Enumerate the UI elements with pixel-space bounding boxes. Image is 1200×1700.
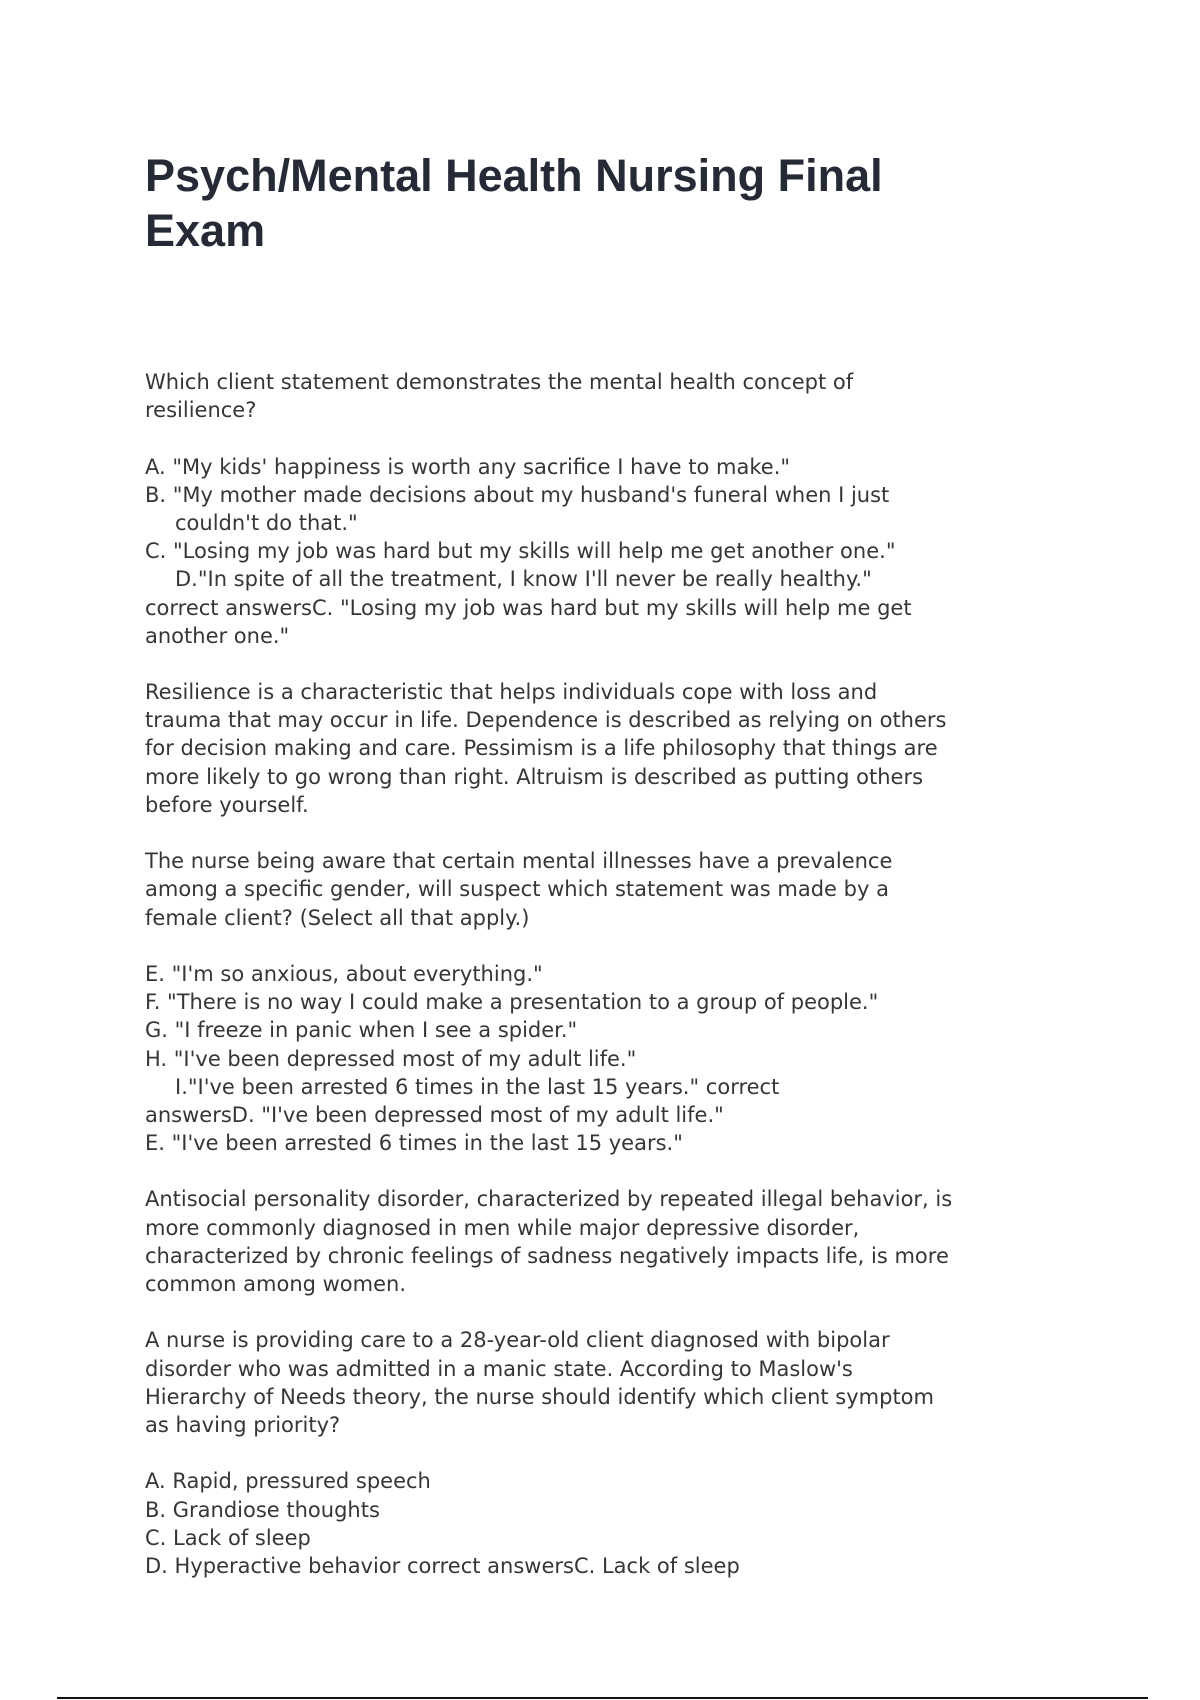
- document-title: [145, 148, 1045, 258]
- text-line: G. "I freeze in panic when I see a spider.": [145, 1018, 578, 1043]
- text-line: resilience?: [145, 398, 257, 423]
- text-line: another one.": [145, 623, 290, 648]
- text-line: A nurse is providing care to a 28-year-old client diagnosed with bipolar: [145, 1328, 890, 1353]
- blank-line: [145, 932, 1105, 960]
- paragraph: [145, 368, 1105, 453]
- text-line: Resilience is a characteristic that helps individuals cope with loss and: [145, 680, 878, 705]
- text-line: A. Rapid, pressured speech: [145, 1469, 431, 1494]
- blank-line: [145, 1439, 1105, 1467]
- text-line: E. "I'm so anxious, about everything.": [145, 961, 543, 986]
- text-line: disorder who was admitted in a manic state. According to Maslow's: [145, 1356, 853, 1381]
- text-line: before yourself.: [145, 792, 309, 817]
- text-line: trauma that may occur in life. Dependence is described as relying on others: [145, 708, 947, 733]
- text-line: for decision making and care. Pessimism is a life philosophy that things are: [145, 736, 938, 761]
- text-line: more likely to go wrong than right. Altruism is described as putting others: [145, 764, 924, 789]
- text-line: among a specific gender, will suspect which statement was made by a: [145, 877, 889, 902]
- text-line: Which client statement demonstrates the mental health concept of: [145, 370, 854, 394]
- paragraph: [145, 847, 1105, 960]
- text-line: I."I've been arrested 6 times in the last 15 years." correct: [175, 1074, 780, 1099]
- blank-line: [145, 819, 1105, 847]
- paragraph: [145, 1467, 1105, 1580]
- text-line: H. "I've been depressed most of my adult life.": [145, 1046, 637, 1071]
- title-line: Psych/Mental Health Nursing Final: [145, 150, 883, 201]
- page-divider: [57, 1697, 1148, 1699]
- blank-line: [145, 424, 1105, 452]
- text-line: Hierarchy of Needs theory, the nurse should identify which client symptom: [145, 1384, 934, 1409]
- text-line: C. Lack of sleep: [145, 1525, 311, 1550]
- text-line: C. "Losing my job was hard but my skills will help me get another one.": [145, 539, 896, 564]
- text-line: common among women.: [145, 1272, 407, 1296]
- text-line: A. "My kids' happiness is worth any sacrifice I have to make.": [145, 454, 791, 479]
- text-line: couldn't do that.": [175, 510, 358, 535]
- paragraph: [145, 1326, 1105, 1467]
- paragraph: [145, 678, 1105, 847]
- text-line: more commonly diagnosed in men while major depressive disorder,: [145, 1215, 860, 1240]
- document-body: [145, 368, 1105, 1580]
- paragraph: [145, 453, 1105, 679]
- paragraph: [145, 1185, 1105, 1326]
- blank-line: [145, 1298, 1105, 1326]
- text-line: B. "My mother made decisions about my husband's funeral when I just: [145, 482, 890, 507]
- text-line: E. "I've been arrested 6 times in the last 15 years.": [145, 1131, 683, 1156]
- text-line: female client? (Select all that apply.): [145, 905, 530, 930]
- text-line: characterized by chronic feelings of sadness negatively impacts life, is more: [145, 1243, 949, 1268]
- text-line: The nurse being aware that certain mental illnesses have a prevalence: [145, 849, 893, 874]
- blank-line: [145, 1157, 1105, 1185]
- title-line: Exam: [145, 205, 266, 256]
- text-line: as having priority?: [145, 1412, 341, 1437]
- text-line: answersD. "I've been depressed most of my adult life.": [145, 1102, 724, 1127]
- blank-line: [145, 650, 1105, 678]
- text-line: F. "There is no way I could make a presentation to a group of people.": [145, 990, 879, 1015]
- text-line: D. Hyperactive behavior correct answersC. Lack of sleep: [145, 1553, 740, 1578]
- text-line: Antisocial personality disorder, characterized by repeated illegal behavior, is: [145, 1187, 953, 1212]
- text-line: B. Grandiose thoughts: [145, 1497, 380, 1522]
- text-line: correct answersC. "Losing my job was hard but my skills will help me get: [145, 595, 912, 620]
- text-line: D."In spite of all the treatment, I know I'll never be really healthy.": [175, 567, 872, 592]
- paragraph: [145, 960, 1105, 1186]
